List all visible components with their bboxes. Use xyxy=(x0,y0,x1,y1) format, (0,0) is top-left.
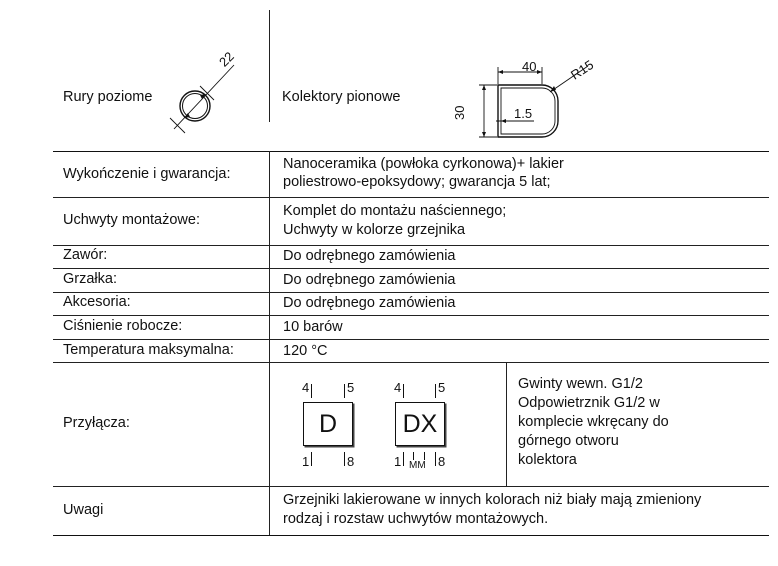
vertical-collectors-label: Kolektory pionowe xyxy=(282,89,401,105)
heater-label: Grzałka: xyxy=(63,271,117,287)
connections-label: Przyłącza: xyxy=(63,415,130,431)
d-port-4-tick xyxy=(311,384,312,398)
finish-warranty-label: Wykończenie i gwarancja: xyxy=(63,166,231,182)
column-divider xyxy=(269,151,270,535)
pipe-section-drawing xyxy=(168,58,248,138)
remarks-label: Uwagi xyxy=(63,502,104,518)
profile-width-label: 40 xyxy=(522,59,537,74)
dx-connection-box: DX xyxy=(395,402,445,446)
working-pressure-label: Ciśnienie robocze: xyxy=(63,318,183,334)
remarks-line-2: rodzaj i rozstaw uchwytów montażowych. xyxy=(283,511,549,527)
connections-column-divider xyxy=(506,362,507,486)
finish-warranty-value-line-2: poliestrowo-epoksydowy; gwarancja 5 lat; xyxy=(283,174,551,190)
mounting-brackets-value-line-2: Uchwyty w kolorze grzejnika xyxy=(283,222,466,238)
dx-port-4-tick xyxy=(403,384,404,398)
working-pressure-value: 10 barów xyxy=(283,319,343,335)
d-port-1-tick xyxy=(311,452,312,466)
d-port-1: 1 xyxy=(302,454,310,469)
row-divider xyxy=(53,362,769,363)
dx-port-mm-tick-2 xyxy=(424,452,425,460)
d-port-5: 5 xyxy=(347,380,355,395)
table-bottom-border xyxy=(53,535,769,536)
d-connection-box: D xyxy=(303,402,353,446)
connections-note-line-3: komplecie wkręcany do xyxy=(518,414,669,430)
d-port-4: 4 xyxy=(302,380,310,395)
mounting-brackets-label: Uchwyty montażowe: xyxy=(63,212,200,228)
row-divider xyxy=(53,245,769,246)
dx-port-5: 5 xyxy=(438,380,446,395)
max-temperature-value: 120 °C xyxy=(283,343,328,359)
finish-warranty-value-line-1: Nanoceramika (powłoka cyrkonowa)+ lakier xyxy=(283,156,564,172)
remarks-line-1: Grzejniki lakierowane w innych kolorach niż biały mają zmieniony xyxy=(283,492,702,508)
profile-radius-label: R15 xyxy=(568,57,597,83)
row-divider xyxy=(53,339,769,340)
dx-port-1-tick xyxy=(403,452,404,466)
row-divider xyxy=(53,197,769,198)
row-divider xyxy=(53,292,769,293)
horizontal-pipes-label: Rury poziome xyxy=(63,89,153,105)
accessories-value: Do odrębnego zamówienia xyxy=(283,295,456,311)
connections-note-line-5: kolektora xyxy=(518,452,577,468)
dx-port-8: 8 xyxy=(438,454,446,469)
mounting-brackets-value-line-1: Komplet do montażu naściennego; xyxy=(283,203,507,219)
dx-port-1: 1 xyxy=(394,454,402,469)
heater-value: Do odrębnego zamówienia xyxy=(283,272,456,288)
dx-port-5-tick xyxy=(435,384,436,398)
row-divider xyxy=(53,486,769,487)
valve-value: Do odrębnego zamówienia xyxy=(283,248,456,264)
accessories-label: Akcesoria: xyxy=(63,294,131,310)
table-top-border xyxy=(53,151,769,152)
profile-height-label: 30 xyxy=(452,105,467,120)
row-divider xyxy=(53,315,769,316)
d-port-8-tick xyxy=(344,452,345,466)
dx-port-mm-tick-1 xyxy=(413,452,414,460)
connections-note-line-4: górnego otworu xyxy=(518,433,619,449)
d-port-8: 8 xyxy=(347,454,355,469)
dx-port-8-tick xyxy=(435,452,436,466)
d-port-5-tick xyxy=(344,384,345,398)
dx-port-mm: MM xyxy=(409,460,426,471)
header-divider xyxy=(269,10,270,122)
pipe-diameter-label: 22 xyxy=(216,48,237,70)
dx-port-4: 4 xyxy=(394,380,402,395)
profile-wall-label: 1.5 xyxy=(514,106,533,121)
max-temperature-label: Temperatura maksymalna: xyxy=(63,342,234,358)
connections-note-line-1: Gwinty wewn. G1/2 xyxy=(518,376,643,392)
connections-note-line-2: Odpowietrznik G1/2 w xyxy=(518,395,660,411)
valve-label: Zawór: xyxy=(63,247,108,263)
row-divider xyxy=(53,268,769,269)
